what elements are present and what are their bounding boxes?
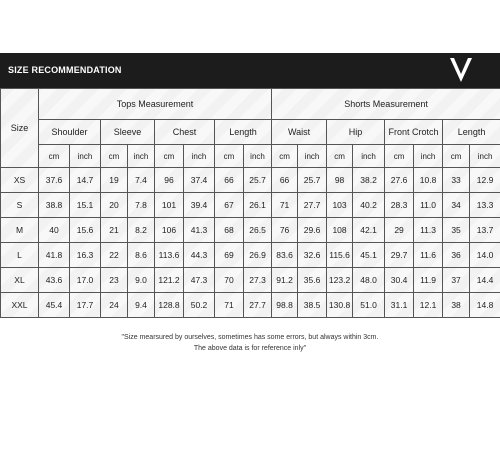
table-cell: 14.4 [470, 268, 500, 293]
table-cell: 8.2 [128, 218, 155, 243]
size-cell: S [1, 193, 39, 218]
table-cell: 13.3 [470, 193, 500, 218]
table-cell: 71 [215, 293, 244, 318]
footnote-line-2: The above data is for reference inly" [193, 345, 307, 352]
table-cell: 45.4 [39, 293, 70, 318]
table-cell: 115.6 [327, 243, 353, 268]
size-cell: XL [1, 268, 39, 293]
table-cell: 42.1 [353, 218, 385, 243]
unit-header: cm [155, 145, 184, 168]
table-cell: 68 [215, 218, 244, 243]
table-cell: 27.6 [385, 168, 414, 193]
measure-header-hip: Hip [327, 120, 385, 145]
table-cell: 19 [101, 168, 128, 193]
unit-header: cm [443, 145, 470, 168]
table-cell: 11.6 [414, 243, 443, 268]
unit-header: inch [353, 145, 385, 168]
table-cell: 7.4 [128, 168, 155, 193]
unit-header: inch [298, 145, 327, 168]
size-chart [0, 88, 500, 358]
table-cell: 83.6 [272, 243, 298, 268]
table-cell: 67 [215, 193, 244, 218]
table-cell: 103 [327, 193, 353, 218]
table-cell: 21 [101, 218, 128, 243]
table-cell: 27.7 [244, 293, 272, 318]
table-cell: 11.3 [414, 218, 443, 243]
table-row [1, 218, 500, 243]
table-cell: 25.7 [244, 168, 272, 193]
table-cell: 76 [272, 218, 298, 243]
measure-header-shorts-length: Length [443, 120, 500, 145]
table-cell: 38.2 [353, 168, 385, 193]
table-cell: 12.9 [470, 168, 500, 193]
table-cell: 121.2 [155, 268, 184, 293]
unit-header: inch [70, 145, 101, 168]
measure-header-waist: Waist [272, 120, 327, 145]
unit-header: inch [184, 145, 215, 168]
table-cell: 26.1 [244, 193, 272, 218]
table-cell: 106 [155, 218, 184, 243]
table-cell: 9.4 [128, 293, 155, 318]
table-cell: 12.1 [414, 293, 443, 318]
table-cell: 15.1 [70, 193, 101, 218]
table-cell: 33 [443, 168, 470, 193]
size-recommendation-banner [0, 53, 500, 88]
table-cell: 29 [385, 218, 414, 243]
table-cell: 40 [39, 218, 70, 243]
size-table [0, 88, 500, 318]
table-cell: 26.9 [244, 243, 272, 268]
table-cell: 14.0 [470, 243, 500, 268]
table-cell: 14.7 [70, 168, 101, 193]
table-cell: 15.6 [70, 218, 101, 243]
chevron-down-icon [450, 58, 472, 82]
measure-header-top-length: Length [215, 120, 272, 145]
table-cell: 69 [215, 243, 244, 268]
table-cell: 9.0 [128, 268, 155, 293]
table-cell: 35 [443, 218, 470, 243]
table-cell: 17.0 [70, 268, 101, 293]
table-cell: 27.3 [244, 268, 272, 293]
table-cell: 130.8 [327, 293, 353, 318]
unit-header: cm [101, 145, 128, 168]
table-cell: 71 [272, 193, 298, 218]
table-cell: 44.3 [184, 243, 215, 268]
table-row [1, 268, 500, 293]
table-cell: 41.8 [39, 243, 70, 268]
unit-header: cm [385, 145, 414, 168]
table-cell: 13.7 [470, 218, 500, 243]
table-cell: 113.6 [155, 243, 184, 268]
size-cell: XXL [1, 293, 39, 318]
table-cell: 24 [101, 293, 128, 318]
table-cell: 17.7 [70, 293, 101, 318]
unit-header: cm [215, 145, 244, 168]
table-cell: 50.2 [184, 293, 215, 318]
table-cell: 51.0 [353, 293, 385, 318]
table-cell: 38.5 [298, 293, 327, 318]
table-cell: 32.6 [298, 243, 327, 268]
table-cell: 14.8 [470, 293, 500, 318]
table-cell: 96 [155, 168, 184, 193]
table-cell: 98.8 [272, 293, 298, 318]
unit-header: cm [272, 145, 298, 168]
table-cell: 123.2 [327, 268, 353, 293]
table-cell: 8.6 [128, 243, 155, 268]
table-cell: 66 [215, 168, 244, 193]
unit-header: inch [244, 145, 272, 168]
size-cell: M [1, 218, 39, 243]
table-row [1, 293, 500, 318]
size-cell: XS [1, 168, 39, 193]
table-cell: 37 [443, 268, 470, 293]
table-cell: 27.7 [298, 193, 327, 218]
table-row [1, 243, 500, 268]
table-cell: 70 [215, 268, 244, 293]
table-cell: 16.3 [70, 243, 101, 268]
table-cell: 108 [327, 218, 353, 243]
table-cell: 29.7 [385, 243, 414, 268]
table-cell: 45.1 [353, 243, 385, 268]
footnote-line-1: "Size mearsured by ourselves, sometimes has some errors, but always within 3cm. [121, 334, 379, 341]
measure-header-front-crotch: Front Crotch [385, 120, 443, 145]
table-cell: 28.3 [385, 193, 414, 218]
table-cell: 30.4 [385, 268, 414, 293]
unit-header: cm [39, 145, 70, 168]
table-cell: 36 [443, 243, 470, 268]
table-cell: 39.4 [184, 193, 215, 218]
table-cell: 20 [101, 193, 128, 218]
table-cell: 35.6 [298, 268, 327, 293]
unit-header: inch [128, 145, 155, 168]
measure-header-sleeve: Sleeve [101, 120, 155, 145]
table-cell: 10.8 [414, 168, 443, 193]
table-cell: 37.6 [39, 168, 70, 193]
unit-header: inch [414, 145, 443, 168]
unit-header: inch [470, 145, 500, 168]
shorts-measurement-header: Shorts Measurement [272, 89, 500, 120]
table-cell: 128.8 [155, 293, 184, 318]
table-cell: 11.9 [414, 268, 443, 293]
table-cell: 66 [272, 168, 298, 193]
table-cell: 91.2 [272, 268, 298, 293]
table-cell: 38 [443, 293, 470, 318]
unit-header: cm [327, 145, 353, 168]
table-cell: 29.6 [298, 218, 327, 243]
size-header: Size [1, 89, 39, 168]
table-cell: 38.8 [39, 193, 70, 218]
table-cell: 40.2 [353, 193, 385, 218]
table-row [1, 168, 500, 193]
table-cell: 43.6 [39, 268, 70, 293]
table-cell: 7.8 [128, 193, 155, 218]
table-cell: 25.7 [298, 168, 327, 193]
measure-header-chest: Chest [155, 120, 215, 145]
table-cell: 101 [155, 193, 184, 218]
table-cell: 22 [101, 243, 128, 268]
table-cell: 34 [443, 193, 470, 218]
table-cell: 31.1 [385, 293, 414, 318]
table-row [1, 193, 500, 218]
table-cell: 11.0 [414, 193, 443, 218]
measure-header-shoulder: Shoulder [39, 120, 101, 145]
table-cell: 23 [101, 268, 128, 293]
table-cell: 37.4 [184, 168, 215, 193]
table-cell: 98 [327, 168, 353, 193]
table-cell: 47.3 [184, 268, 215, 293]
table-cell: 41.3 [184, 218, 215, 243]
table-cell: 26.5 [244, 218, 272, 243]
size-cell: L [1, 243, 39, 268]
table-cell: 48.0 [353, 268, 385, 293]
tops-measurement-header: Tops Measurement [39, 89, 272, 120]
banner-title: SIZE RECOMMENDATION [8, 65, 122, 75]
